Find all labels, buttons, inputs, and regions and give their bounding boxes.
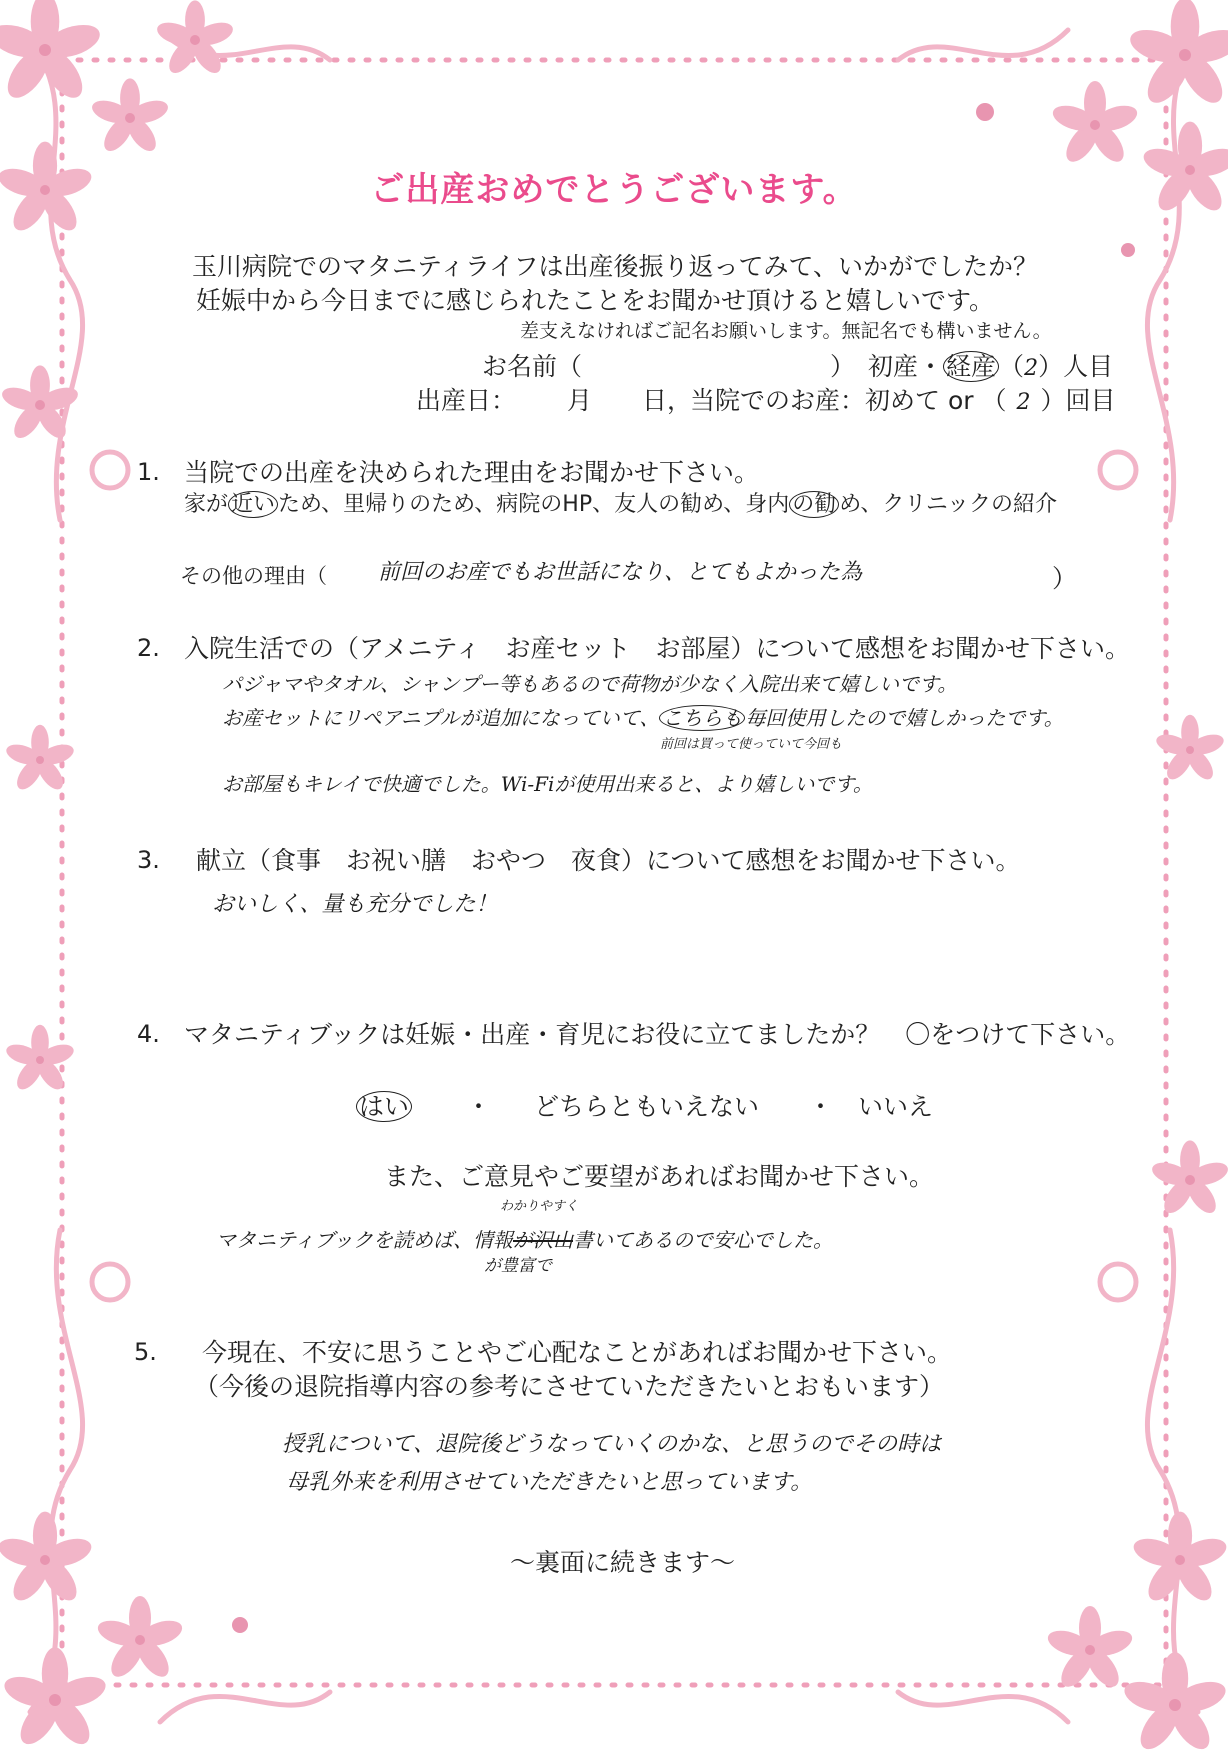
q1-number: 1. xyxy=(137,458,160,486)
birth-date-label: 出産日： xyxy=(416,386,517,415)
q1-option-near-home: 近い xyxy=(228,491,278,518)
birth-count-value: 2 xyxy=(1024,356,1039,381)
intro-line-2: 妊娠中から今日までに感じられたことをお聞かせ頂けると嬉しいです。 xyxy=(196,286,995,315)
anonymous-note: 差支えなければご記名お願いします。無記名でも構いません。 xyxy=(520,320,1052,342)
q4-dot-1: ・ xyxy=(466,1092,492,1121)
q2-answer-line-3: お部屋もキレイで快適でした。Wi-Fiが使用出来ると、より嬉しいです。 xyxy=(222,772,873,796)
name-label: お名前（ xyxy=(482,352,583,381)
name-close: ） xyxy=(830,352,856,381)
q2-answer-circled: こちらも xyxy=(659,705,745,731)
q4-option-yes: はい xyxy=(356,1094,412,1119)
q3-question: 献立（食事 お祝い膳 おやつ 夜食）について感想をお聞かせ下さい。 xyxy=(196,846,1021,875)
q4-answer-insert-below: が豊富で xyxy=(484,1256,552,1276)
q3-answer: おいしく、量も充分でした！ xyxy=(212,892,498,917)
q5-number: 5. xyxy=(134,1338,157,1366)
q1-other-label: その他の理由（ xyxy=(180,564,327,588)
q4-answer-struck: が沢山 xyxy=(513,1228,573,1252)
q2-question: 入院生活での（アメニティ お産セット お部屋）について感想をお聞かせ下さい。 xyxy=(184,634,1131,663)
intro-line-1: 玉川病院でのマタニティライフは出産後振り返ってみて、いかがでしたか？ xyxy=(192,252,1039,281)
first-birth-option: 初産 xyxy=(868,352,919,381)
q2-answer-line-2: お産セットにリペアニプルが追加になっていて、 こちらも 毎回使用したので嬉しかったです。 xyxy=(222,706,1064,730)
hospital-birth-count: 2 xyxy=(1016,390,1031,415)
q4-dot-2: ・ xyxy=(808,1092,834,1121)
parity-field: 初産・ 経産 （2）人目 xyxy=(868,352,1114,381)
q4-followup: また、ご意見やご要望があればお聞かせ下さい。 xyxy=(384,1162,935,1191)
hospital-birth-field: 当院でのお産：初めて or （ 2 ）回目 xyxy=(690,386,1116,415)
page-title: ご出産おめでとうございます。 xyxy=(370,170,858,210)
q4-answer-insert-above: わかりやすく xyxy=(500,1199,579,1214)
separator-dot: ・ xyxy=(918,352,944,381)
q2-answer-line-1: パジャマやタオル、シャンプー等もあるので荷物が少なく入院出来て嬉しいです。 xyxy=(222,672,958,696)
q4-question: マタニティブックは妊娠・出産・育児にお役に立てましたか？ 〇をつけて下さい。 xyxy=(184,1020,1131,1049)
experienced-birth-option: 経産 xyxy=(943,351,999,382)
q4-option-no: いいえ xyxy=(858,1092,934,1121)
q1-question: 当院での出産を決められた理由をお聞かせ下さい。 xyxy=(184,458,760,487)
q5-question: 今現在、不安に思うことやご心配なことがあればお聞かせ下さい。 xyxy=(202,1338,953,1367)
q5-answer-line-1: 授乳について、退院後どうなっていくのかな、と思うのでその時は xyxy=(282,1432,942,1457)
q3-number: 3. xyxy=(137,846,160,874)
q5-answer-line-2: 母乳外来を利用させていただきたいと思っています。 xyxy=(286,1470,813,1495)
q2-number: 2. xyxy=(137,634,160,662)
continued-on-back: ～裏面に続きます～ xyxy=(510,1548,736,1577)
q5-subtext: （今後の退院指導内容の参考にさせていただきたいとおもいます） xyxy=(194,1372,945,1401)
birth-month-label: 月 xyxy=(567,386,593,415)
q1-options: 家が 近い ため、里帰りのため、病院のHP、友人の勧め、身内 の勧 め、クリニックの紹介 xyxy=(184,492,1058,517)
q2-answer-insertion: 前回は買って使っていて今回も xyxy=(660,737,843,752)
q4-answer: マタニティブックを読めば、情報が沢山書いてあるので安心でした。 xyxy=(216,1228,833,1252)
birth-day-label: 日， xyxy=(642,386,693,415)
q4-option-neutral: どちらともいえない xyxy=(534,1092,760,1121)
q1-option-relative: の勧 xyxy=(789,491,839,518)
q1-answer: 前回のお産でもお世話になり、とてもよかった為 xyxy=(378,560,863,585)
q4-number: 4. xyxy=(137,1020,160,1048)
q1-other-close: ） xyxy=(1052,564,1078,593)
